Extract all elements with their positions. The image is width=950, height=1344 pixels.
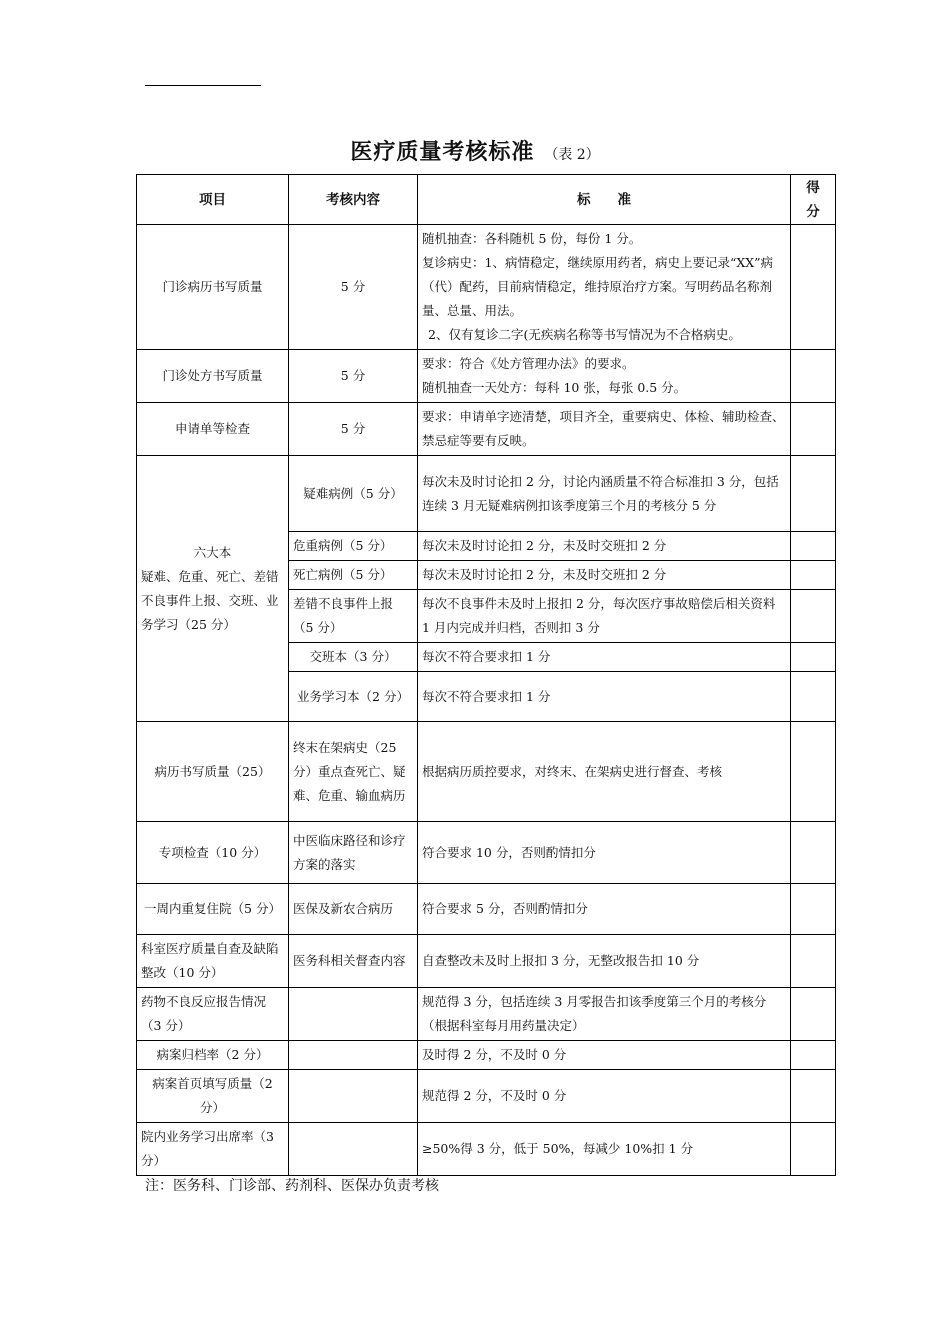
- item-cell: 药物不良反应报告情况（3 分）: [137, 988, 289, 1041]
- standard-line: 2、仅有复诊二字(无疾病名称等书写情况为不合格病史。: [428, 327, 741, 342]
- standard-cell: 要求：申请单字迹清楚，项目齐全，重要病史、体检、辅助检查、禁忌症等要有反映。: [418, 403, 791, 456]
- content-cell: 5 分: [289, 403, 418, 456]
- score-cell: [791, 988, 836, 1041]
- content-cell: 差错不良事件上报（5 分）: [289, 590, 418, 643]
- standard-cell: 自查整改未及时上报扣 3 分，无整改报告扣 10 分: [418, 935, 791, 988]
- standard-cell: 每次未及时讨论扣 2 分，未及时交班扣 2 分: [418, 561, 791, 590]
- item-cell: 科室医疗质量自查及缺陷整改（10 分）: [137, 935, 289, 988]
- content-cell: 业务学习本（2 分）: [289, 672, 418, 722]
- table-row: [137, 225, 836, 350]
- score-cell: [791, 1123, 836, 1176]
- table-row: [137, 350, 836, 403]
- standard-cell: 规范得 3 分，包括连续 3 月零报告扣该季度第三个月的考核分（根据科室每月用药量决定）: [418, 988, 791, 1041]
- content-cell: 中医临床路径和诊疗方案的落实: [289, 822, 418, 884]
- table-row: [137, 822, 836, 884]
- content-cell: 危重病例（5 分）: [289, 532, 418, 561]
- table-row: [137, 988, 836, 1041]
- standard-cell: 符合要求 5 分，否则酌情扣分: [418, 884, 791, 935]
- title-main: 医疗质量考核标准: [350, 140, 535, 165]
- table-row: [137, 1041, 836, 1070]
- content-cell: 终末在架病史（25 分）重点查死亡、疑难、危重、输血病历: [289, 722, 418, 822]
- item-detail: 疑难、危重、死亡、差错不良事件上报、交班、业务学习（25 分）: [141, 568, 279, 632]
- content-cell: 交班本（3 分）: [289, 643, 418, 672]
- standard-line: 随机抽查一天处方：每科 10 张，每张 0.5 分。: [422, 380, 687, 395]
- standard-line: 复诊病史：1、病情稳定，继续原用药者，病史上要记录“XX”病（代）配药，目前病情稳定，维持原治疗方案。写明药品名称剂量、总量、用法。: [422, 255, 774, 318]
- standard-cell: 根据病历质控要求，对终末、在架病史进行督查、考核: [418, 722, 791, 822]
- content-cell: 医保及新农合病历: [289, 884, 418, 935]
- header-standard: 标 准: [418, 175, 791, 225]
- score-cell: [791, 884, 836, 935]
- header-rule: [145, 85, 261, 86]
- standard-cell: [418, 350, 791, 403]
- standard-cell: 每次不符合要求扣 1 分: [418, 643, 791, 672]
- score-cell: [791, 403, 836, 456]
- footer-note: 注：医务科、门诊部、药剂科、医保办负责考核: [145, 1178, 439, 1194]
- item-cell: 门诊处方书写质量: [137, 350, 289, 403]
- score-cell: [791, 456, 836, 532]
- assessment-table: [136, 174, 836, 1176]
- score-cell: [791, 822, 836, 884]
- table-row: [137, 935, 836, 988]
- standard-cell: 每次未及时讨论扣 2 分，未及时交班扣 2 分: [418, 532, 791, 561]
- item-cell: 门诊病历书写质量: [137, 225, 289, 350]
- standard-cell: ≥50%得 3 分，低于 50%，每减少 10%扣 1 分: [418, 1123, 791, 1176]
- standard-cell: 每次未及时讨论扣 2 分，讨论内涵质量不符合标准扣 3 分，包括连续 3 月无疑难病例扣该季度第三个月的考核分 5 分: [418, 456, 791, 532]
- item-cell: 病历书写质量（25）: [137, 722, 289, 822]
- content-cell: 医务科相关督查内容: [289, 935, 418, 988]
- score-cell: [791, 643, 836, 672]
- score-cell: [791, 1070, 836, 1123]
- page-title: [0, 135, 950, 166]
- table-row: [137, 1123, 836, 1176]
- table-row: [137, 403, 836, 456]
- item-cell: [137, 456, 289, 722]
- item-cell: 一周内重复住院（5 分）: [137, 884, 289, 935]
- standard-cell: 每次不符合要求扣 1 分: [418, 672, 791, 722]
- content-cell: 5 分: [289, 225, 418, 350]
- title-sub: （表 2）: [544, 147, 600, 163]
- score-cell: [791, 532, 836, 561]
- item-heading: 六大本: [193, 544, 232, 560]
- score-cell: [791, 1041, 836, 1070]
- item-cell: 院内业务学习出席率（3 分）: [137, 1123, 289, 1176]
- content-cell: 5 分: [289, 350, 418, 403]
- standard-cell: 符合要求 10 分，否则酌情扣分: [418, 822, 791, 884]
- table-row: [137, 456, 836, 532]
- header-content: 考核内容: [289, 175, 418, 225]
- score-cell: [791, 935, 836, 988]
- standard-line: 要求：符合《处方管理办法》的要求。: [422, 356, 635, 371]
- score-cell: [791, 672, 836, 722]
- content-cell: 疑难病例（5 分）: [289, 456, 418, 532]
- standard-cell: 规范得 2 分，不及时 0 分: [418, 1070, 791, 1123]
- table-row: [137, 1070, 836, 1123]
- score-cell: [791, 350, 836, 403]
- item-cell: 病案归档率（2 分）: [137, 1041, 289, 1070]
- table-row: [137, 722, 836, 822]
- content-cell: [289, 988, 418, 1041]
- item-cell: 病案首页填写质量（2 分）: [137, 1070, 289, 1123]
- content-cell: [289, 1070, 418, 1123]
- score-cell: [791, 590, 836, 643]
- standard-cell: [418, 225, 791, 350]
- content-cell: 死亡病例（5 分）: [289, 561, 418, 590]
- content-cell: [289, 1041, 418, 1070]
- table-row: [137, 884, 836, 935]
- header-score: 得分: [791, 175, 836, 225]
- content-cell: [289, 1123, 418, 1176]
- item-cell: 专项检查（10 分）: [137, 822, 289, 884]
- score-cell: [791, 722, 836, 822]
- header-item: 项目: [137, 175, 289, 225]
- standard-cell: 及时得 2 分，不及时 0 分: [418, 1041, 791, 1070]
- score-cell: [791, 561, 836, 590]
- table-header-row: [137, 175, 836, 225]
- item-cell: 申请单等检查: [137, 403, 289, 456]
- standard-cell: 每次不良事件未及时上报扣 2 分，每次医疗事故赔偿后相关资料 1 月内完成并归档，否则扣 3 分: [418, 590, 791, 643]
- score-cell: [791, 225, 836, 350]
- standard-line: 随机抽查：各科随机 5 份，每份 1 分。: [422, 231, 642, 246]
